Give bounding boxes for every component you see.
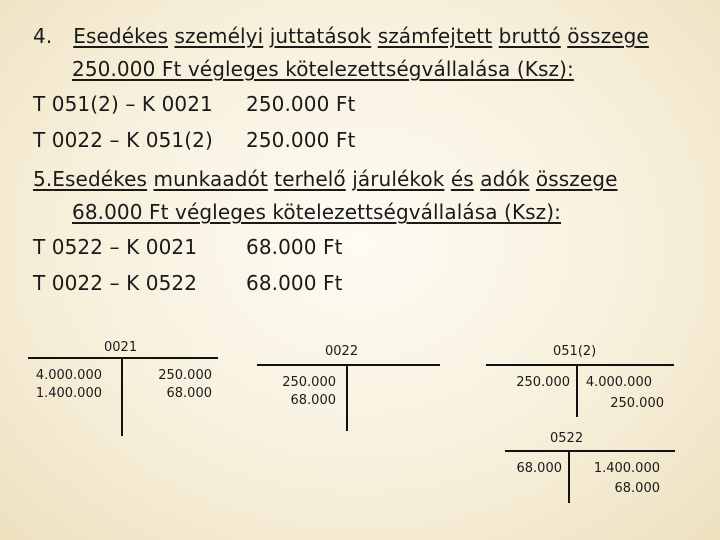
t-account-right-value: 68.000 <box>614 481 660 496</box>
item4-word: juttatások <box>269 24 372 48</box>
t-account-right-value: 68.000 <box>166 386 212 401</box>
item4-line2: 250.000 Ft végleges kötelezettségvállalása (Ksz): <box>72 57 574 81</box>
item4-word: számfejtett <box>377 24 493 48</box>
t-account-right-value: 1.400.000 <box>593 461 660 476</box>
item5-word: járulékok <box>352 167 445 191</box>
t-account-title: 051(2) <box>553 344 597 359</box>
entry-amount: 250.000 Ft <box>246 128 356 152</box>
t-account-vline <box>346 365 348 431</box>
entry-accounts: T 0022 – K 0522 <box>33 271 198 295</box>
t-account-title: 0022 <box>325 344 359 359</box>
entry-amount: 250.000 Ft <box>246 92 356 116</box>
t-account-hline <box>257 364 440 366</box>
t-account-hline <box>486 364 674 366</box>
item4-word: összege <box>567 24 649 48</box>
item4-word: bruttó <box>498 24 561 48</box>
item5-word: és <box>450 167 474 191</box>
t-account-left-value: 68.000 <box>290 393 336 408</box>
entry-row <box>33 128 213 152</box>
t-account-left-value: 250.000 <box>282 375 336 390</box>
t-account-left-value: 68.000 <box>516 461 562 476</box>
item5-number: 5. <box>33 167 53 191</box>
entry-accounts: T 0522 – K 0021 <box>33 235 198 259</box>
entry-accounts: T 0022 – K 051(2) <box>33 128 213 152</box>
item5-word: munkaadót <box>153 167 268 191</box>
t-account-vline <box>576 365 578 417</box>
entry-row <box>33 92 213 116</box>
t-account-hline <box>505 450 675 452</box>
item4-heading <box>33 24 649 48</box>
item4-word: személyi <box>174 24 264 48</box>
item4-word: Esedékes <box>73 24 168 48</box>
item5-word: terhelő <box>274 167 346 191</box>
t-account-right-value: 250.000 <box>610 396 664 411</box>
t-account-vline <box>121 358 123 436</box>
t-account-left-value: 4.000.000 <box>35 368 102 383</box>
t-account-left-value: 250.000 <box>516 375 570 390</box>
t-account-title: 0021 <box>104 340 138 355</box>
t-account-left-value: 1.400.000 <box>35 386 102 401</box>
t-account-hline <box>28 357 218 359</box>
item5-word: összege <box>535 167 618 191</box>
item5-line2: 68.000 Ft végleges kötelezettségvállalása (Ksz): <box>72 200 562 224</box>
item4-number: 4. <box>33 24 53 48</box>
entry-amount: 68.000 Ft <box>246 235 343 259</box>
entry-row <box>33 235 197 259</box>
entry-row <box>33 271 197 295</box>
item5-word: adók <box>480 167 530 191</box>
entry-amount: 68.000 Ft <box>246 271 343 295</box>
t-account-right-value: 4.000.000 <box>585 375 652 390</box>
t-account-title: 0522 <box>550 431 584 446</box>
entry-accounts: T 051(2) – K 0021 <box>33 92 213 116</box>
item5-word: Esedékes <box>52 167 148 191</box>
t-account-right-value: 250.000 <box>158 368 212 383</box>
t-account-vline <box>568 451 570 503</box>
item5-heading <box>33 167 618 191</box>
